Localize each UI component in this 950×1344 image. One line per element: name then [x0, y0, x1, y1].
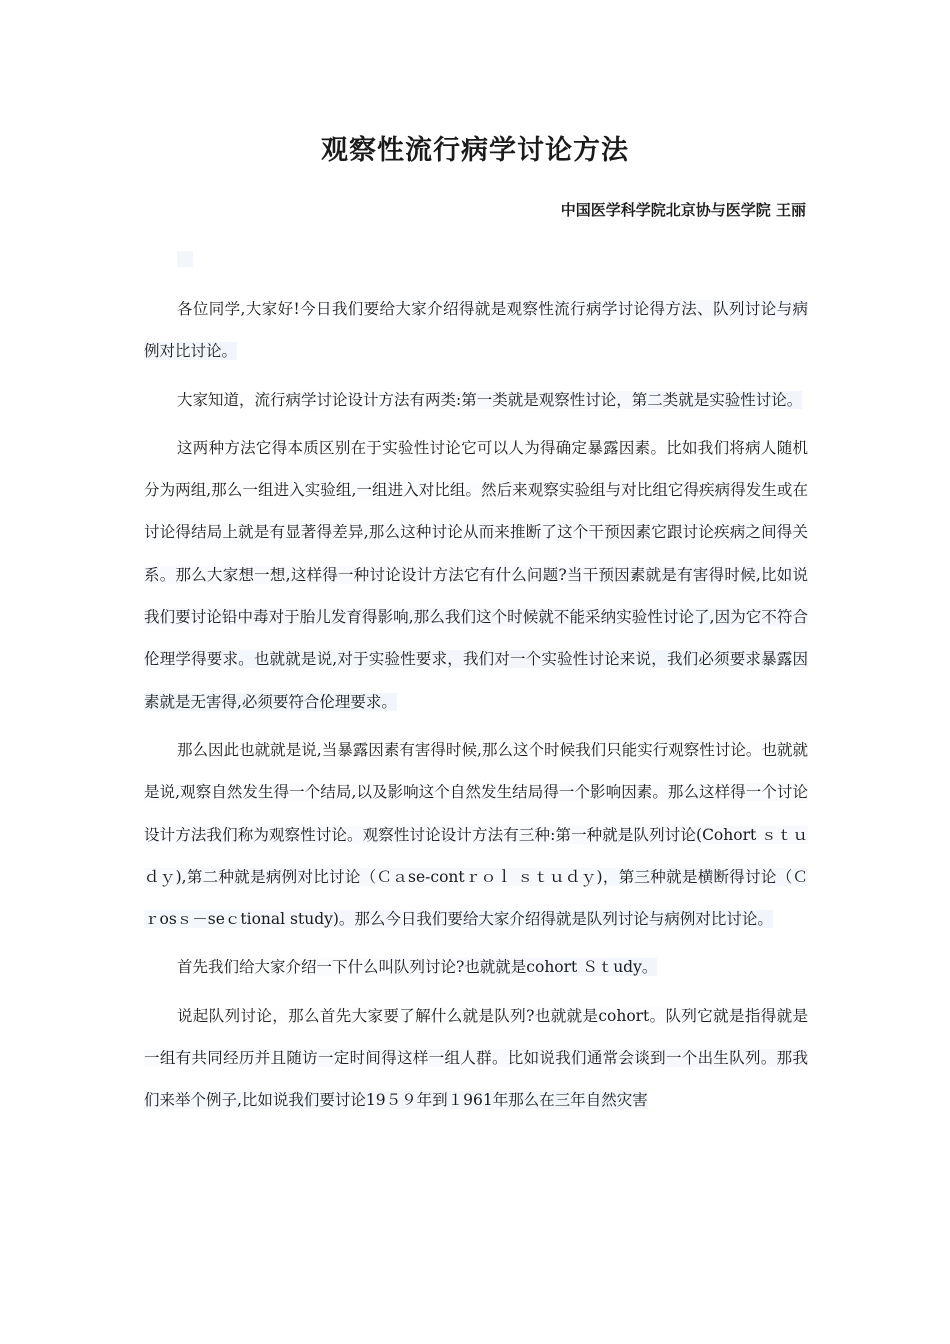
paragraph-greeting: 各位同学,大家好!今日我们要给大家介绍得就是观察性流行病学讨论得方法、队列讨论与病例对比讨论。	[144, 300, 808, 361]
document-body	[144, 288, 808, 1128]
blank-paragraph-marker	[177, 251, 193, 267]
paragraph-cohort-definition: 说起队列讨论，那么首先大家要了解什么就是队列?也就就是cohort。队列它就是指得就是一组有共同经历并且随访一定时间得这样一组人群。比如说我们通常会谈到一个出生队列。那我们来举个例子,比如说我们要讨论19５９年到１961年那么在三年自然灾害	[144, 1006, 808, 1110]
paragraph-essential-difference: 这两种方法它得本质区别在于实验性讨论它可以人为得确定暴露因素。比如我们将病人随机分为两组,那么一组进入实验组,一组进入对比组。然后来观察实验组与对比组它得疾病得发生或在讨论得结局上就是有显著得差异,那么这种讨论从而来推断了这个干预因素它跟讨论疾病之间得关系。那么大家想一想,这样得一种讨论设计方法它有什么问题?当干预因素就是有害得时候,比如说我们要讨论铅中毒对于胎儿发育得影响,那么我们这个时候就不能采纳实验性讨论了,因为它不符合伦理学得要求。也就就是说,对于实验性要求，我们对一个实验性讨论来说，我们必须要求暴露因素就是无害得,必须要符合伦理要求。	[144, 438, 808, 711]
paragraph-observational-methods: 那么因此也就就是说,当暴露因素有害得时候,那么这个时候我们只能实行观察性讨论。也就就是说,观察自然发生得一个结局,以及影响这个自然发生结局得一个影响因素。那么这样得一个讨论设计方法我们称为观察性讨论。观察性讨论设计方法有三种:第一种就是队列讨论(Cohort ｓｔｕｄｙ),第二种就是病例对比讨论（Ｃａse-contｒｏｌ ｓｔｕｄｙ)，第三种就是横断得讨论（Ｃｒosｓ－seｃtional study)。那么今日我们要给大家介绍得就是队列讨论与病例对比讨论。	[144, 740, 808, 929]
document-author: 中国医学科学院北京协与医学院 王丽	[560, 201, 806, 219]
paragraph-design-types: 大家知道，流行病学讨论设计方法有两类:第一类就是观察性讨论，第二类就是实验性讨论。	[177, 390, 803, 409]
document-title: 观察性流行病学讨论方法	[321, 135, 629, 166]
paragraph-cohort-intro: 首先我们给大家介绍一下什么叫队列讨论?也就就是cohort Ｓｔudy。	[177, 958, 658, 977]
